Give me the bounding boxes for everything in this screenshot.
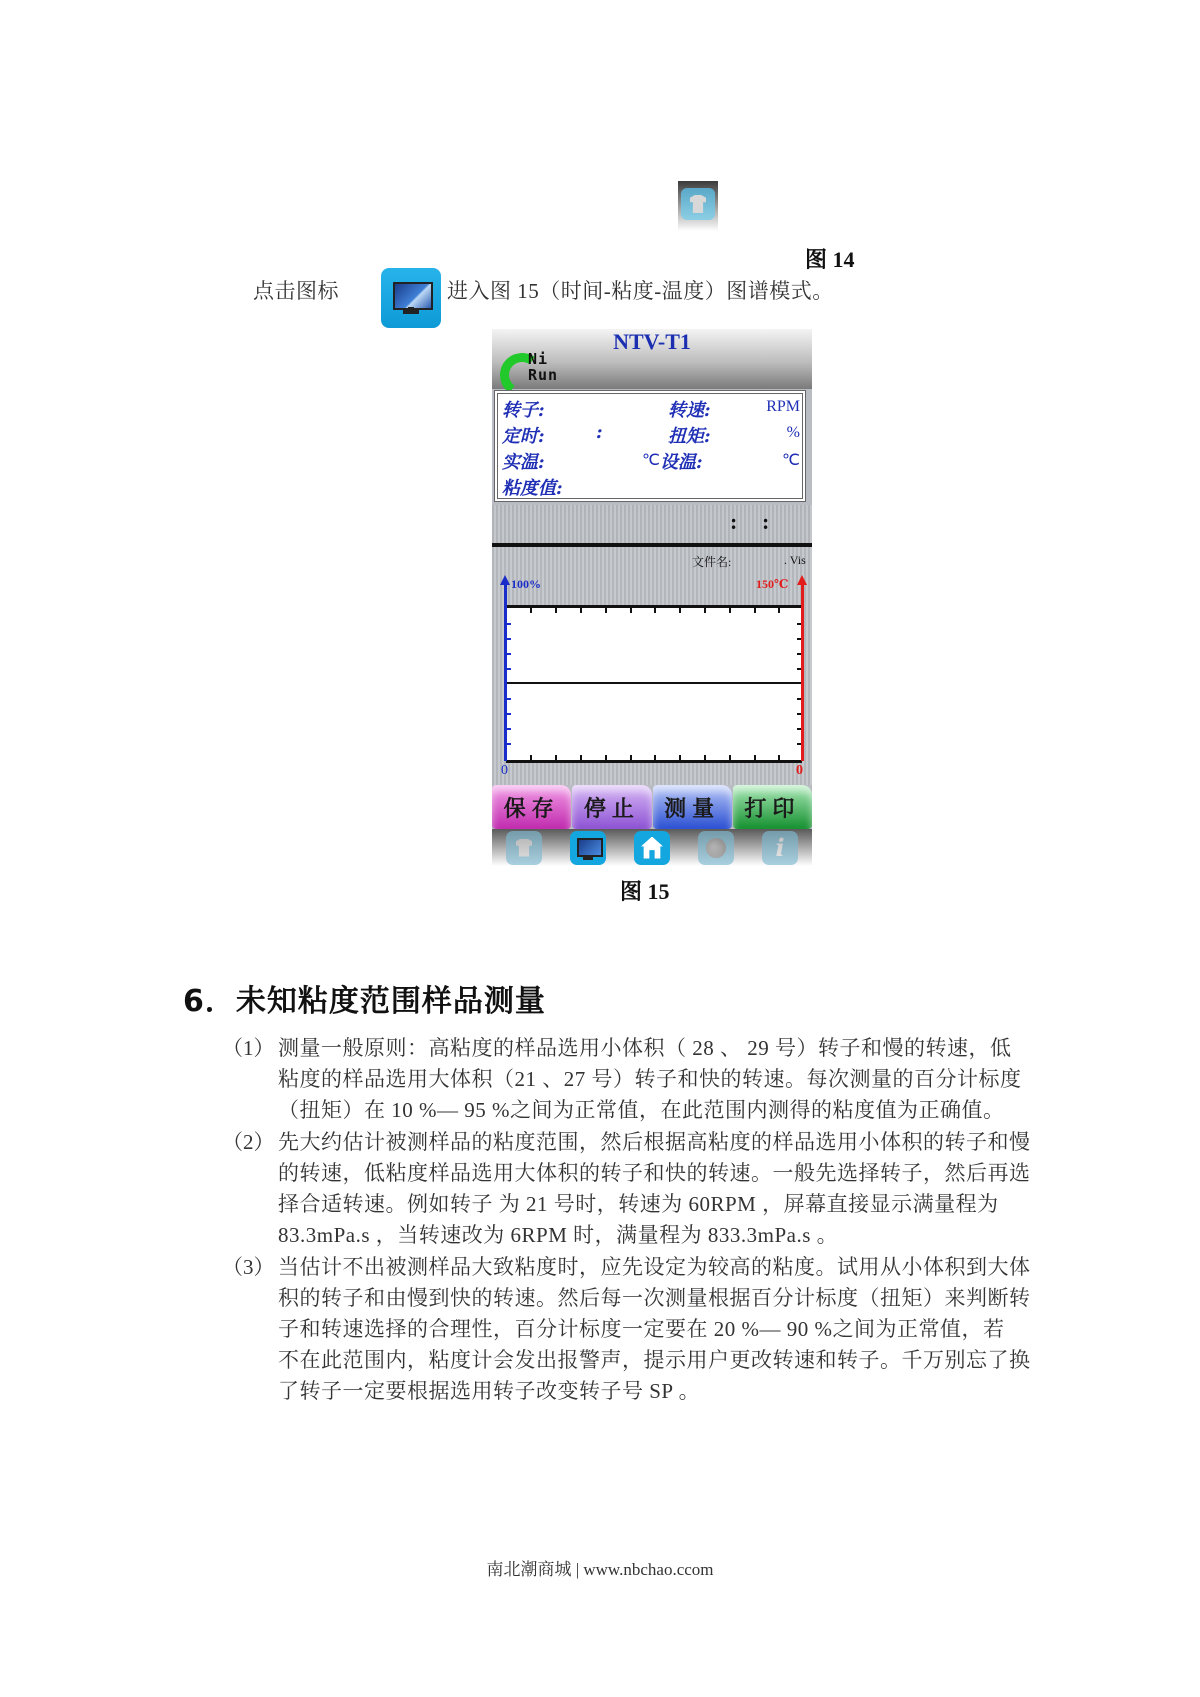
item-number-2: （2） — [222, 1130, 275, 1154]
nav-info-button[interactable] — [762, 831, 798, 865]
set-temp-unit: ℃ — [782, 452, 800, 469]
rotor-label: 转子: — [502, 400, 545, 421]
set-temp-label: 设温: — [660, 452, 703, 473]
globe-icon — [706, 838, 726, 858]
item1-line1: 测量一般原则：高粘度的样品选用小体积（ 28 、 29 号）转子和慢的转速，低 — [278, 1036, 1012, 1060]
info-panel — [494, 390, 806, 502]
right-axis-max: 150℃ — [756, 577, 789, 591]
save-button[interactable]: 保存 — [492, 785, 571, 829]
print-button[interactable]: 打印 — [733, 785, 812, 829]
actual-temp-label: 实温: — [502, 452, 545, 473]
viscosity-label: 粘度值: — [502, 478, 563, 499]
item2-line4: 83.3mPa.s ，当转速改为 6RPM 时，满量程为 833.3mPa.s 。 — [278, 1223, 839, 1247]
bottom-nav — [492, 829, 812, 866]
nav-shirt-button[interactable] — [506, 831, 542, 865]
nav-monitor-button[interactable] — [570, 831, 606, 865]
item3-line2: 积的转子和由慢到快的转速。然后每一次测量根据百分计标度（扭矩）来判断转 — [278, 1286, 1031, 1310]
right-axis-min: 0 — [796, 763, 803, 778]
left-axis-max: 100% — [511, 577, 541, 591]
timer-separator: : — [596, 422, 603, 443]
action-buttons — [492, 785, 812, 829]
figure15-caption: 图 15 — [620, 879, 670, 904]
actual-temp-unit: ℃ — [642, 452, 660, 469]
shirt-icon-figure14 — [678, 181, 718, 231]
plot-area — [506, 605, 802, 763]
logo — [528, 351, 558, 383]
item1-line3: （扭矩）在 10 %— 95 %之间为正常值，在此范围内测得的粘度值为正确值。 — [278, 1098, 1005, 1122]
torque-unit: % — [786, 424, 800, 441]
item2-line1: 先大约估计被测样品的粘度范围，然后根据高粘度的样品选用小体积的转子和慢 — [278, 1130, 1031, 1154]
item3-line5: 了转子一定要根据选用转子改变转子号 SP 。 — [278, 1379, 701, 1403]
logo-line1: Ni — [528, 350, 549, 368]
figure14-caption: 图 14 — [805, 247, 855, 272]
shirt-icon — [690, 195, 706, 213]
intro-text-after: 进入图 15（时间-粘度-温度）图谱模式。 — [447, 279, 834, 303]
home-icon — [641, 837, 663, 859]
item3-line3: 子和转速选择的合理性，百分计标度一定要在 20 %— 90 %之间为正常值，若 — [278, 1317, 1005, 1341]
logo-line2: Run — [528, 366, 559, 384]
item1-line2: 粘度的样品选用大体积（21 、27 号）转子和快的转速。每次测量的百分计标度 — [278, 1067, 1022, 1091]
speed-unit: RPM — [766, 398, 800, 415]
shirt-icon — [516, 839, 532, 857]
device-screen — [492, 329, 812, 866]
left-axis-arrow-icon — [500, 575, 510, 585]
torque-label: 扭矩: — [668, 426, 711, 447]
stop-button[interactable]: 停止 — [572, 785, 651, 829]
status-colon-2: : — [762, 509, 770, 534]
left-axis — [504, 583, 507, 761]
speed-label: 转速: — [668, 400, 711, 421]
item2-line2: 的转速，低粘度样品选用大体积的转子和快的转速。一般先选择转子，然后再选 — [278, 1161, 1031, 1185]
status-bar — [492, 505, 812, 543]
item3-line4: 不在此范围内，粘度计会发出报警声，提示用户更改转速和转子。千万别忘了换 — [278, 1348, 1031, 1372]
monitor-icon — [577, 838, 603, 857]
file-ext: . Vis — [784, 553, 806, 567]
right-axis — [801, 583, 804, 761]
device-title: NTV-T1 — [613, 329, 691, 354]
intro-text-before: 点击图标 — [253, 279, 339, 303]
measure-button[interactable]: 测量 — [653, 785, 732, 829]
item2-line3: 择合适转速。例如转子 为 21 号时，转速为 60RPM ，屏幕直接显示满量程为 — [278, 1192, 999, 1216]
nav-home-button[interactable] — [634, 831, 670, 865]
device-header — [492, 329, 812, 389]
right-axis-arrow-icon — [797, 575, 807, 585]
footer: 南北潮商城 | www.nbchao.ccom — [486, 1560, 714, 1579]
status-colon-1: : — [730, 509, 738, 534]
plot-midline — [506, 682, 802, 684]
left-axis-min: 0 — [501, 763, 508, 778]
nav-globe-button[interactable] — [698, 831, 734, 865]
item3-line1: 当估计不出被测样品大致粘度时，应先设定为较高的粘度。试用从小体积到大体 — [278, 1255, 1031, 1279]
section-title: 6．未知粘度范围样品测量 — [183, 984, 546, 1019]
timer-label: 定时: — [502, 426, 545, 447]
file-name-label: 文件名: — [692, 555, 732, 569]
info-icon: i — [775, 832, 785, 862]
item-number-3: （3） — [222, 1255, 275, 1279]
chart-area — [492, 547, 812, 785]
monitor-icon — [381, 268, 441, 328]
item-number-1: （1） — [222, 1036, 275, 1060]
